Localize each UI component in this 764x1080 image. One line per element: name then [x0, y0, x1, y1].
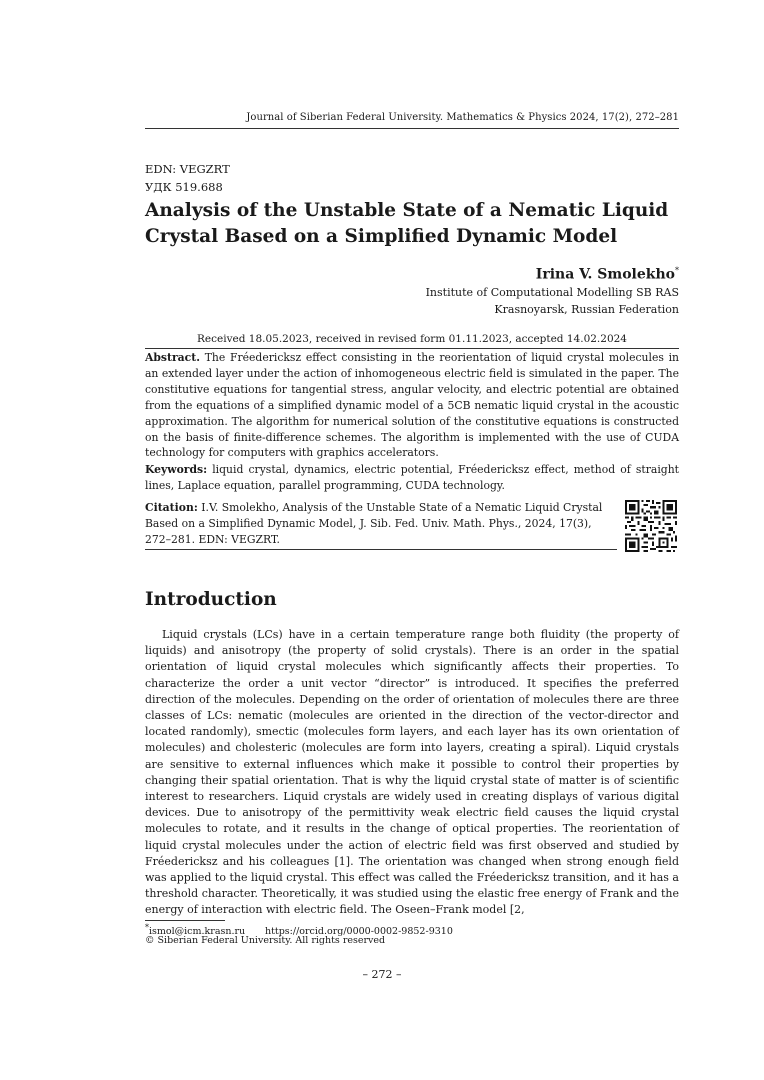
citation	[145, 500, 605, 548]
footnote-marker: *	[145, 923, 149, 932]
citation-text: I.V. Smolekho, Analysis of the Unstable State of a Nematic Liquid Crystal Based on a Simplified Dynamic Model, J. Sib. Fed. Univ. Math. Phys., 2024, 17(3), 272–281. EDN: VEGZRT.	[145, 501, 603, 546]
keywords	[145, 462, 679, 494]
header-rule	[145, 128, 679, 129]
page-number: – 272 –	[362, 968, 402, 981]
author-email[interactable]: ismol@icm.krasn.ru	[148, 926, 246, 938]
author-name-line	[426, 262, 679, 284]
citation-label: Citation:	[145, 501, 198, 514]
author-footnote-marker: *	[675, 266, 679, 275]
abstract	[145, 350, 679, 461]
keywords-text: liquid crystal, dynamics, electric potential, Fréedericksz effect, method of straight lines, Laplace equation, parallel programming, CUDA technology.	[145, 463, 680, 492]
journal-header: Journal of Siberian Federal University. Mathematics & Physics 2024, 17(2), 272–281	[246, 112, 679, 123]
copyright-notice: © Siberian Federal University. All rights reserved	[145, 935, 386, 946]
citation-rule	[145, 549, 617, 550]
author-location: Krasnoyarsk, Russian Federation	[494, 302, 679, 316]
abstract-label: Abstract.	[145, 351, 200, 364]
udk-code: УДК 519.688	[145, 180, 223, 194]
author-name: Irina V. Smolekho	[535, 266, 675, 283]
orcid-link[interactable]: https://orcid.org/0000-0002-9852-9310	[264, 926, 453, 938]
introduction-paragraph: Liquid crystals (LCs) have in a certain temperature range both fluidity (the property of liquids) and anisotropy (the property of solid crystals). There is an order in the spatial orientation of liquid crystal molecules which significantly affects their properties. To characterize the order a unit vector “director” is introduced. It specifies the preferred direction of the molecules. Depending on the order of orientation of molecules there are three classes of LCs: nematic (molecules are oriented in the direction of the vector-director and located randomly), smectic (molecules form layers, and each layer has its own orientation of molecules) and cholesteric (molecules are form into layers, creating a spiral). Liquid crystals are sensitive to external influences which make it possible to control their properties by changing their spatial orientation. That is why the liquid crystal state of matter is of scientific interest to researchers. Liquid crystals are widely used in creating displays of various digital devices. Due to anisotropy of the permittivity weak electric field causes the liquid crystal molecules to rotate, and it results in the change of optical properties. The reorientation of liquid crystal molecules under the action of electric field was first observed and studied by Fréedericksz and his colleagues [1]. The orientation was changed when strong enough field was applied to the liquid crystal. This effect was called the Fréedericksz transition, and it has a threshold character. Theoretically, it was studied using the elastic free energy of Frank and the energy of interaction with electric field. The Oseen–Frank model [2,	[145, 628, 679, 917]
keywords-label: Keywords:	[145, 463, 208, 476]
section-heading-introduction: Introduction	[145, 589, 277, 610]
abstract-rule	[145, 348, 679, 349]
author-block	[426, 262, 679, 318]
author-affiliation: Institute of Computational Modelling SB RAS	[425, 285, 679, 299]
qr-code-icon[interactable]	[625, 500, 677, 552]
paper-title: Analysis of the Unstable State of a Nematic Liquid Crystal Based on a Simplified Dynamic Model	[145, 200, 669, 247]
edn-code: EDN: VEGZRT	[145, 162, 230, 176]
abstract-text: The Fréedericksz effect consisting in the reorientation of liquid crystal molecules in an extended layer under the action of inhomogeneous electric field is simulated in the paper. The constitutive equations for tangential stress, angular velocity, and electric potential are obtained from the equations of a simplified dynamic model of a 5CB nematic liquid crystal in the acoustic approximation. The algorithm for numerical solution of the constitutive equations is constructed on the basis of finite-difference schemes. The algorithm is implemented with the use of CUDA technology for computers with graphics accelerators.	[145, 351, 679, 460]
received-dates: Received 18.05.2023, received in revised form 01.11.2023, accepted 14.02.2024	[197, 333, 627, 345]
